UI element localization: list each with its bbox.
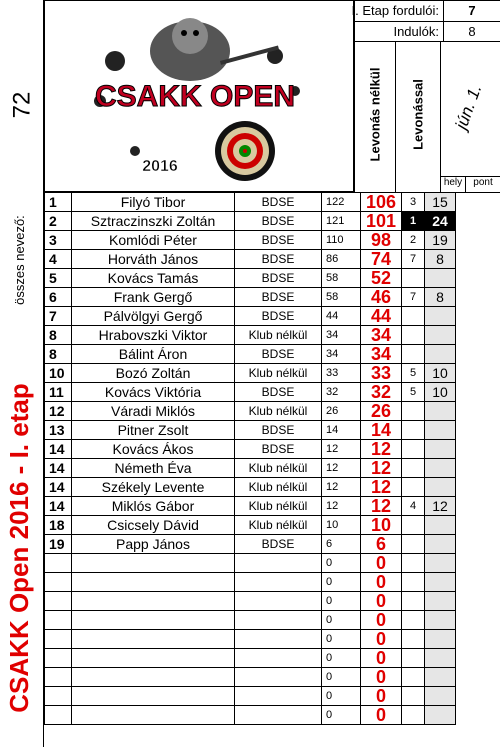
points-cell: [425, 554, 456, 573]
place-cell: 4: [402, 497, 425, 516]
table-row: [45, 383, 456, 402]
club-cell: [235, 592, 322, 611]
points-cell: [425, 269, 456, 288]
club-cell: [235, 706, 322, 725]
raw-score-cell: 0: [322, 554, 361, 573]
table-row: [45, 231, 456, 250]
name-cell: Sztraczinszki Zoltán: [72, 212, 235, 231]
table-row: [45, 193, 456, 212]
table-row: [45, 611, 456, 630]
table-row: [45, 497, 456, 516]
name-cell: Hrabovszki Viktor: [72, 326, 235, 345]
name-cell: Frank Gergő: [72, 288, 235, 307]
hely-label: hely: [443, 177, 463, 188]
score-cell: 12: [361, 497, 402, 516]
score-cell: 14: [361, 421, 402, 440]
table-row: [45, 687, 456, 706]
points-cell: [425, 307, 456, 326]
name-cell: Bozó Zoltán: [72, 364, 235, 383]
score-cell: 0: [361, 630, 402, 649]
club-cell: [235, 611, 322, 630]
rounds-label: I. Etap fordulói:: [351, 3, 439, 18]
score-cell: 106: [361, 193, 402, 212]
club-cell: [235, 554, 322, 573]
results-table: [44, 192, 500, 747]
date-label: jún. 1.: [451, 81, 486, 132]
place-cell: 7: [402, 288, 425, 307]
rank-cell: [45, 706, 72, 725]
club-cell: Klub nélkül: [235, 326, 322, 345]
raw-score-cell: 14: [322, 421, 361, 440]
rank-cell: [45, 611, 72, 630]
raw-score-cell: 10: [322, 516, 361, 535]
raw-score-cell: 121: [322, 212, 361, 231]
name-cell: Filyó Tibor: [72, 193, 235, 212]
club-cell: BDSE: [235, 440, 322, 459]
points-cell: [425, 326, 456, 345]
results-grid: [44, 192, 456, 725]
table-row: [45, 668, 456, 687]
raw-score-cell: 32: [322, 383, 361, 402]
points-cell: [425, 345, 456, 364]
raw-score-cell: 0: [322, 649, 361, 668]
rank-cell: 11: [45, 383, 72, 402]
club-cell: Klub nélkül: [235, 497, 322, 516]
points-cell: [425, 706, 456, 725]
raw-score-cell: 0: [322, 611, 361, 630]
points-cell: 8: [425, 250, 456, 269]
score-cell: 46: [361, 288, 402, 307]
place-cell: 5: [402, 364, 425, 383]
date-header: [440, 41, 500, 177]
place-cell: [402, 687, 425, 706]
name-cell: Székely Levente: [72, 478, 235, 497]
table-row: [45, 364, 456, 383]
raw-score-cell: 0: [322, 573, 361, 592]
name-cell: [72, 687, 235, 706]
rank-cell: [45, 668, 72, 687]
raw-score-cell: 122: [322, 193, 361, 212]
place-cell: [402, 554, 425, 573]
score-cell: 6: [361, 535, 402, 554]
place-cell: [402, 573, 425, 592]
club-cell: [235, 687, 322, 706]
rank-cell: 1: [45, 193, 72, 212]
name-cell: Papp János: [72, 535, 235, 554]
points-cell: [425, 630, 456, 649]
club-cell: BDSE: [235, 269, 322, 288]
place-cell: [402, 307, 425, 326]
place-cell: [402, 611, 425, 630]
club-cell: BDSE: [235, 383, 322, 402]
score-cell: 32: [361, 383, 402, 402]
rank-cell: 12: [45, 402, 72, 421]
place-cell: 2: [402, 231, 425, 250]
club-cell: BDSE: [235, 421, 322, 440]
club-cell: Klub nélkül: [235, 459, 322, 478]
points-cell: [425, 478, 456, 497]
raw-score-cell: 0: [322, 592, 361, 611]
score-cell: 0: [361, 687, 402, 706]
club-cell: BDSE: [235, 288, 322, 307]
club-cell: Klub nélkül: [235, 402, 322, 421]
club-cell: BDSE: [235, 231, 322, 250]
score-cell: 0: [361, 706, 402, 725]
name-cell: [72, 649, 235, 668]
raw-score-cell: 12: [322, 440, 361, 459]
place-cell: [402, 459, 425, 478]
col-with-label: Levonással: [410, 79, 426, 150]
raw-score-cell: 12: [322, 497, 361, 516]
total-entries-count: 72: [7, 91, 35, 119]
place-cell: [402, 440, 425, 459]
place-cell: [402, 421, 425, 440]
points-cell: [425, 611, 456, 630]
rank-cell: 2: [45, 212, 72, 231]
table-row: [45, 345, 456, 364]
table-row: [45, 592, 456, 611]
rank-cell: [45, 592, 72, 611]
points-cell: 10: [425, 383, 456, 402]
club-cell: BDSE: [235, 212, 322, 231]
points-cell: [425, 592, 456, 611]
raw-score-cell: 0: [322, 687, 361, 706]
table-row: [45, 649, 456, 668]
name-cell: [72, 668, 235, 687]
place-cell: [402, 478, 425, 497]
table-row: [45, 516, 456, 535]
raw-score-cell: 0: [322, 706, 361, 725]
table-row: [45, 250, 456, 269]
place-cell: [402, 516, 425, 535]
score-cell: 74: [361, 250, 402, 269]
points-cell: 15: [425, 193, 456, 212]
raw-score-cell: 110: [322, 231, 361, 250]
club-cell: BDSE: [235, 345, 322, 364]
table-row: [45, 554, 456, 573]
club-cell: [235, 649, 322, 668]
rank-cell: 3: [45, 231, 72, 250]
rank-cell: 5: [45, 269, 72, 288]
col-header-with: [395, 41, 441, 193]
club-cell: [235, 668, 322, 687]
name-cell: [72, 573, 235, 592]
rank-cell: 8: [45, 345, 72, 364]
place-cell: 3: [402, 193, 425, 212]
points-cell: [425, 649, 456, 668]
raw-score-cell: 0: [322, 630, 361, 649]
club-cell: BDSE: [235, 250, 322, 269]
table-row: [45, 459, 456, 478]
club-cell: BDSE: [235, 535, 322, 554]
name-cell: [72, 706, 235, 725]
total-entries-label: összes nevező:: [12, 215, 27, 305]
table-row: [45, 212, 456, 231]
event-logo: [44, 0, 354, 192]
rank-cell: 6: [45, 288, 72, 307]
rank-cell: 14: [45, 478, 72, 497]
rank-cell: 19: [45, 535, 72, 554]
score-cell: 10: [361, 516, 402, 535]
svg-text:2016: 2016: [142, 158, 178, 175]
name-cell: Bálint Áron: [72, 345, 235, 364]
hely-header: [440, 176, 466, 193]
name-cell: Csicsely Dávid: [72, 516, 235, 535]
col-without-label: Levonás nélkül: [367, 67, 383, 162]
raw-score-cell: 34: [322, 345, 361, 364]
pont-label: pont: [473, 177, 493, 188]
name-cell: Kovács Tamás: [72, 269, 235, 288]
rank-cell: 8: [45, 326, 72, 345]
club-cell: [235, 573, 322, 592]
points-cell: 8: [425, 288, 456, 307]
points-cell: 12: [425, 497, 456, 516]
raw-score-cell: 58: [322, 269, 361, 288]
place-cell: [402, 345, 425, 364]
name-cell: Komlódi Péter: [72, 231, 235, 250]
table-row: [45, 706, 456, 725]
rank-cell: 14: [45, 497, 72, 516]
raw-score-cell: 34: [322, 326, 361, 345]
name-cell: Németh Éva: [72, 459, 235, 478]
points-cell: [425, 516, 456, 535]
score-cell: 12: [361, 459, 402, 478]
score-cell: 44: [361, 307, 402, 326]
raw-score-cell: 12: [322, 459, 361, 478]
rank-cell: 10: [45, 364, 72, 383]
club-cell: Klub nélkül: [235, 516, 322, 535]
players-value: 8: [468, 24, 476, 39]
place-cell: [402, 269, 425, 288]
place-cell: 7: [402, 250, 425, 269]
score-cell: 33: [361, 364, 402, 383]
points-cell: 10: [425, 364, 456, 383]
points-cell: [425, 421, 456, 440]
rank-cell: 4: [45, 250, 72, 269]
raw-score-cell: 33: [322, 364, 361, 383]
name-cell: Pitner Zsolt: [72, 421, 235, 440]
score-cell: 0: [361, 649, 402, 668]
score-cell: 0: [361, 554, 402, 573]
players-label: Indulók:: [393, 24, 439, 39]
table-row: [45, 535, 456, 554]
score-cell: 52: [361, 269, 402, 288]
pont-header: [465, 176, 500, 193]
table-row: [45, 478, 456, 497]
table-row: [45, 288, 456, 307]
club-cell: BDSE: [235, 307, 322, 326]
name-cell: [72, 554, 235, 573]
score-cell: 0: [361, 573, 402, 592]
svg-text:CSAKK OPEN: CSAKK OPEN: [94, 80, 296, 113]
name-cell: Váradi Miklós: [72, 402, 235, 421]
points-cell: [425, 573, 456, 592]
raw-score-cell: 6: [322, 535, 361, 554]
name-cell: [72, 630, 235, 649]
points-cell: 24: [425, 212, 456, 231]
name-cell: Kovács Viktória: [72, 383, 235, 402]
name-cell: [72, 611, 235, 630]
rank-cell: [45, 630, 72, 649]
name-cell: Kovács Ákos: [72, 440, 235, 459]
table-row: [45, 326, 456, 345]
name-cell: Horváth János: [72, 250, 235, 269]
table-row: [45, 440, 456, 459]
points-cell: [425, 535, 456, 554]
place-cell: 1: [402, 212, 425, 231]
score-cell: 0: [361, 592, 402, 611]
table-row: [45, 421, 456, 440]
club-cell: Klub nélkül: [235, 364, 322, 383]
score-cell: 26: [361, 402, 402, 421]
rounds-label-cell: [351, 0, 444, 22]
score-cell: 0: [361, 668, 402, 687]
raw-score-cell: 44: [322, 307, 361, 326]
place-cell: [402, 649, 425, 668]
rank-cell: 18: [45, 516, 72, 535]
club-cell: BDSE: [235, 193, 322, 212]
points-cell: [425, 459, 456, 478]
rank-cell: [45, 687, 72, 706]
rank-cell: [45, 554, 72, 573]
points-cell: [425, 668, 456, 687]
place-cell: [402, 535, 425, 554]
points-cell: 19: [425, 231, 456, 250]
score-cell: 0: [361, 611, 402, 630]
name-cell: [72, 592, 235, 611]
raw-score-cell: 86: [322, 250, 361, 269]
rank-cell: [45, 573, 72, 592]
rounds-value: 7: [468, 3, 476, 18]
raw-score-cell: 58: [322, 288, 361, 307]
points-cell: [425, 402, 456, 421]
event-title: CSAKK Open 2016 - I. etap: [4, 383, 34, 713]
score-cell: 98: [361, 231, 402, 250]
place-cell: [402, 592, 425, 611]
score-cell: 34: [361, 326, 402, 345]
points-cell: [425, 687, 456, 706]
raw-score-cell: 0: [322, 668, 361, 687]
table-row: [45, 630, 456, 649]
score-cell: 12: [361, 440, 402, 459]
club-cell: Klub nélkül: [235, 478, 322, 497]
rank-cell: [45, 649, 72, 668]
place-cell: [402, 326, 425, 345]
club-cell: [235, 630, 322, 649]
table-row: [45, 402, 456, 421]
logo-graphic: [45, 1, 353, 191]
table-row: [45, 307, 456, 326]
score-cell: 34: [361, 345, 402, 364]
score-cell: 101: [361, 212, 402, 231]
rounds-value-cell: [443, 0, 500, 22]
place-cell: [402, 630, 425, 649]
left-column: [0, 0, 44, 747]
raw-score-cell: 12: [322, 478, 361, 497]
table-row: [45, 573, 456, 592]
name-cell: Pálvölgyi Gergő: [72, 307, 235, 326]
raw-score-cell: 26: [322, 402, 361, 421]
rank-cell: 14: [45, 459, 72, 478]
place-cell: [402, 402, 425, 421]
place-cell: 5: [402, 383, 425, 402]
place-cell: [402, 668, 425, 687]
rank-cell: 13: [45, 421, 72, 440]
rank-cell: 7: [45, 307, 72, 326]
points-cell: [425, 440, 456, 459]
score-cell: 12: [361, 478, 402, 497]
rank-cell: 14: [45, 440, 72, 459]
col-header-without: [354, 41, 396, 193]
name-cell: Miklós Gábor: [72, 497, 235, 516]
place-cell: [402, 706, 425, 725]
table-row: [45, 269, 456, 288]
players-value-cell: [443, 21, 500, 42]
